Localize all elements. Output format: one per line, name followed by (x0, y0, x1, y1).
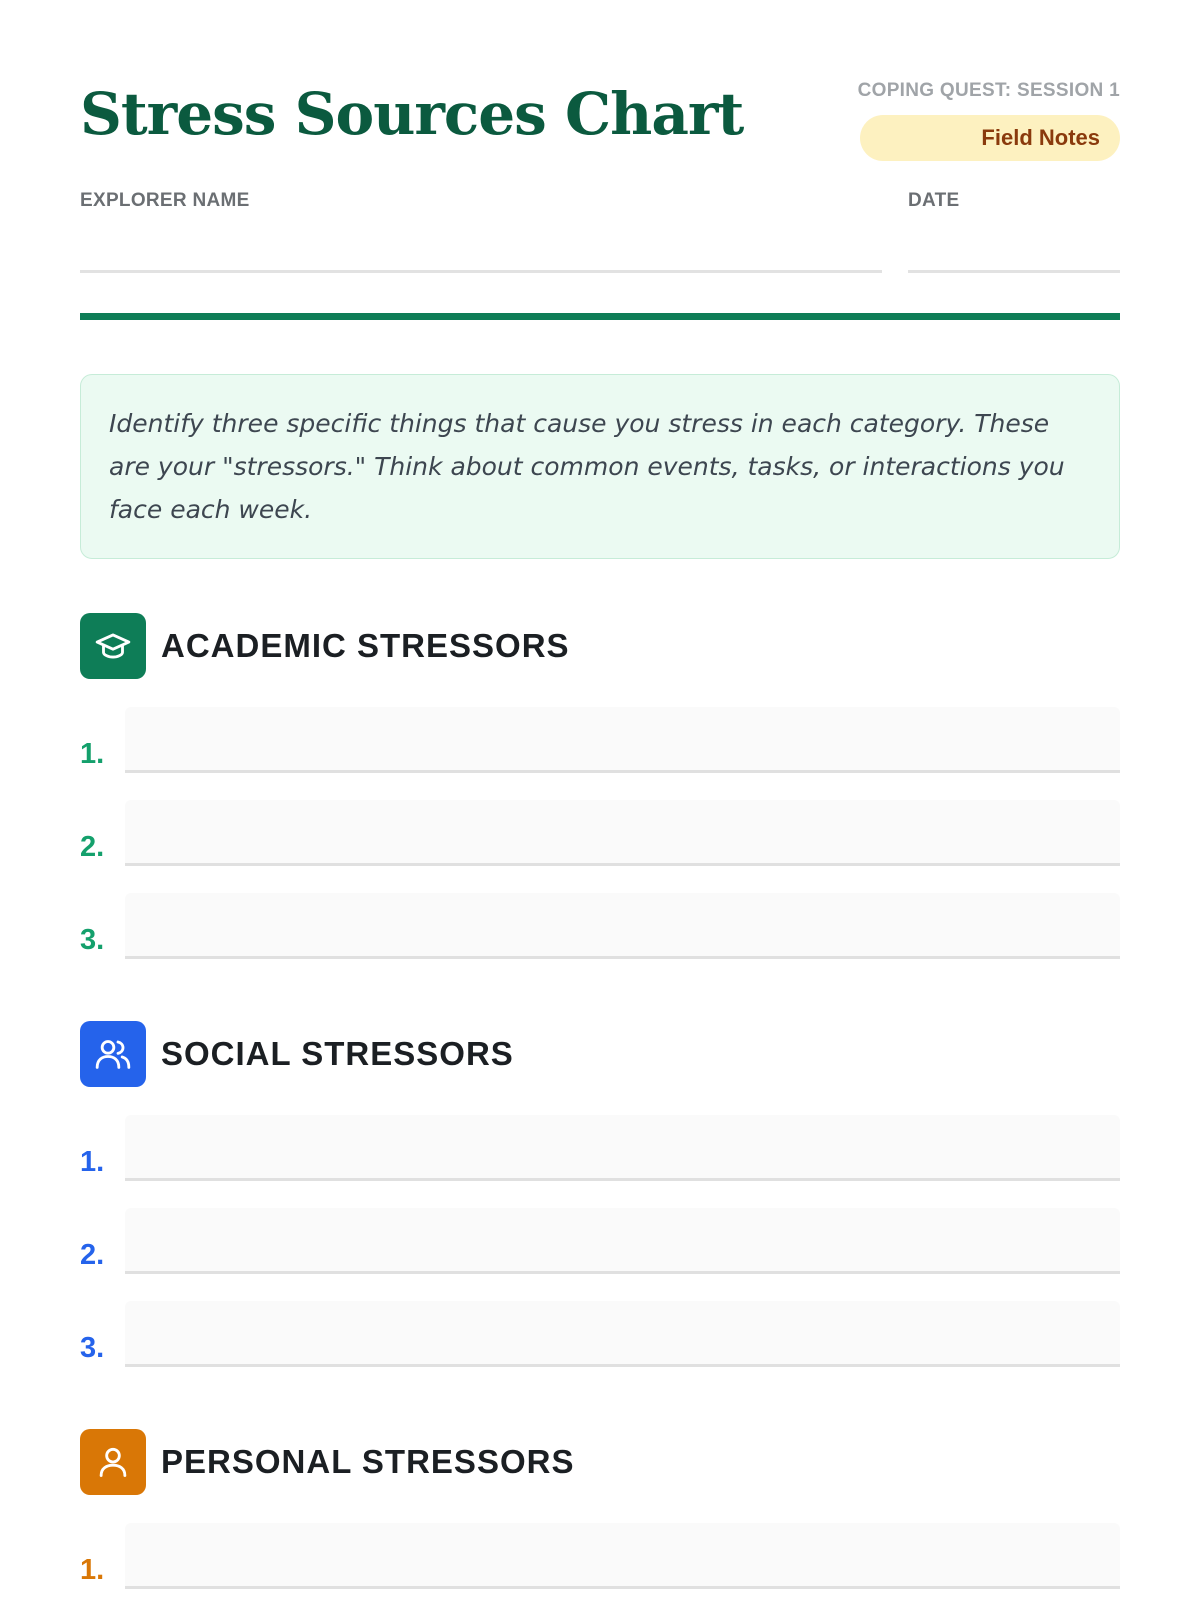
personal-section (80, 1429, 1120, 1589)
social-entry-row (80, 1115, 1120, 1181)
worksheet-header (80, 0, 1120, 322)
social-entry-row (80, 1208, 1120, 1274)
entry-number: 3. (80, 924, 105, 956)
entry-number: 1. (80, 738, 105, 770)
people-icon (93, 1034, 133, 1074)
social-section-title: SOCIAL STRESSORS (161, 1035, 514, 1072)
social-stressor-1-field[interactable] (125, 1115, 1120, 1181)
social-entry-row (80, 1301, 1120, 1367)
person-icon (94, 1443, 132, 1481)
session-label: COPING QUEST: SESSION 1 (857, 80, 1120, 101)
social-badge (80, 1021, 146, 1087)
graduation-cap-icon (94, 627, 132, 665)
academic-section (80, 613, 1120, 959)
academic-entry-row (80, 707, 1120, 773)
academic-entry-row (80, 800, 1120, 866)
explorer-name-field[interactable] (80, 270, 882, 273)
personal-entry-row (80, 1523, 1120, 1589)
header-divider (80, 313, 1120, 320)
social-section (80, 1021, 1120, 1367)
personal-badge (80, 1429, 146, 1495)
social-stressor-3-field[interactable] (125, 1301, 1120, 1367)
date-label: DATE (908, 190, 960, 211)
academic-stressor-1-field[interactable] (125, 707, 1120, 773)
personal-section-title: PERSONAL STRESSORS (161, 1443, 575, 1480)
entry-number: 2. (80, 831, 105, 863)
academic-badge (80, 613, 146, 679)
entry-number: 3. (80, 1332, 105, 1364)
social-section-header (80, 1021, 1120, 1087)
date-field[interactable] (908, 270, 1120, 273)
academic-section-title: ACADEMIC STRESSORS (161, 627, 570, 664)
instructions-box: Identify three specific things that cause you stress in each category. These are your "stressors." Think about common events, tasks, or interactions you face each week. (80, 374, 1120, 559)
entry-number: 2. (80, 1239, 105, 1271)
social-stressor-2-field[interactable] (125, 1208, 1120, 1274)
field-notes-badge: Field Notes (860, 115, 1120, 161)
personal-section-header (80, 1429, 1120, 1495)
page-title: Stress Sources Chart (80, 80, 744, 148)
entry-number: 1. (80, 1146, 105, 1178)
academic-stressor-2-field[interactable] (125, 800, 1120, 866)
personal-stressor-1-field[interactable] (125, 1523, 1120, 1589)
academic-entry-row (80, 893, 1120, 959)
entry-number: 1. (80, 1554, 105, 1586)
academic-section-header (80, 613, 1120, 679)
explorer-name-label: EXPLORER NAME (80, 190, 250, 211)
academic-stressor-3-field[interactable] (125, 893, 1120, 959)
